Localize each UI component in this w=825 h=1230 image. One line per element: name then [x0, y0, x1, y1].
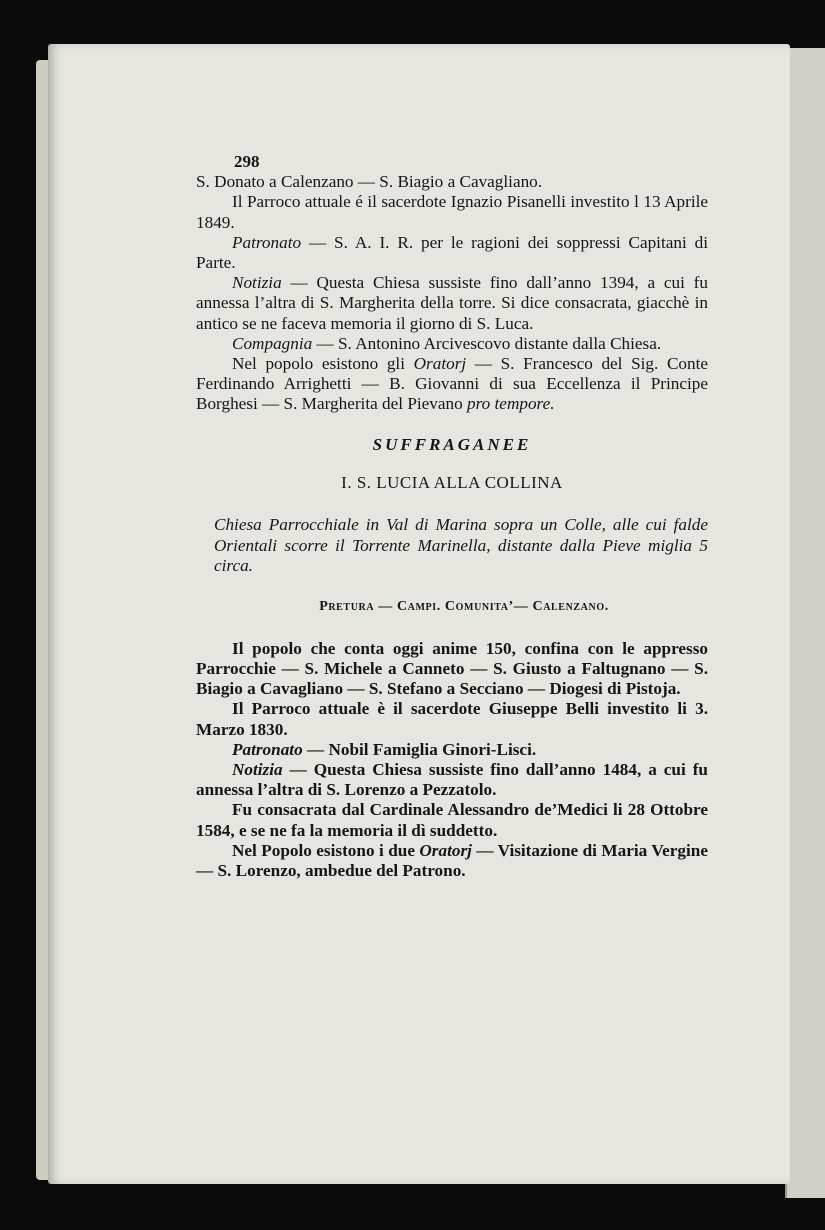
notizia-paragraph [196, 273, 708, 334]
oratorj-paragraph [196, 354, 708, 415]
compagnia-paragraph [196, 334, 708, 354]
page-content [196, 152, 708, 881]
patronato-paragraph-2 [196, 740, 708, 760]
notizia-label: Notizia [232, 273, 282, 293]
compagnia-label: Compagnia [232, 333, 313, 353]
notizia-text: — Questa Chiesa sussiste fino dall’anno 1394, a cui fu annessa l’altra di S. Margherita della torre. Si dice consacrata, giacchè in antico se ne faceva memoria il giorno di S. Luca. [196, 273, 708, 333]
oratorj-pre-2: Nel Popolo esistono i due [232, 840, 420, 860]
oratorj-label-2: Oratorj [419, 840, 472, 860]
oratorj-pre: Nel popolo esistono gli [232, 354, 414, 374]
parroco-paragraph-2: Il Parroco attuale è il sacerdote Giuseppe Belli investito li 3. Marzo 1830. [196, 699, 708, 739]
notizia-paragraph-2 [196, 760, 708, 800]
oratorj-label: Oratorj [413, 354, 467, 374]
church-heading: I. S. LUCIA ALLA COLLINA [341, 472, 563, 492]
parish-list-line: S. Donato a Calenzano — S. Biagio a Cavagliano. [196, 172, 543, 192]
pro-tempore: pro tempore. [467, 394, 555, 414]
patronato-label-2: Patronato [232, 739, 303, 759]
oratorj-paragraph-2 [196, 841, 708, 881]
patronato-paragraph [196, 233, 708, 273]
oratorj-text: — S. Francesco del Sig. Conte Ferdinando Arrighetti — B. Giovanni di sua Eccellenza il Principe Borghesi — S. Margherita del Pievano [196, 354, 709, 414]
pretura-line: Pretura — Campi. Comunita’— Calenzano. [319, 598, 609, 614]
church-description: Chiesa Parrocchiale in Val di Marina sopra un Colle, alle cui falde Orientali scorre il Torrente Marinella, distante dalla Pieve miglia 5 circa. [214, 515, 708, 576]
compagnia-text: — S. Antonino Arcivescovo distante dalla Chiesa. [312, 333, 662, 353]
parroco-paragraph: Il Parroco attuale é il sacerdote Ignazio Pisanelli investito l 13 Aprile 1849. [196, 192, 708, 232]
patronato-text: — S. A. I. R. per le ragioni dei soppressi Capitani di Parte. [196, 232, 708, 273]
page-number: 298 [234, 152, 260, 171]
notizia-label-2: Notizia [232, 759, 283, 779]
facing-page-edge [785, 48, 825, 1198]
patronato-label: Patronato [232, 232, 302, 252]
notizia-text-2: — Questa Chiesa sussiste fino dall’anno 1484, a cui fu annessa l’altra di S. Lorenzo a Pezzatolo. [196, 759, 708, 800]
consacrata-paragraph: Fu consacrata dal Cardinale Alessandro de’Medici li 28 Ottobre 1584, e se ne fa la memoria il dì suddetto. [196, 800, 708, 840]
patronato-text-2: — Nobil Famiglia Ginori-Lisci. [302, 739, 537, 759]
section-heading: SUFFRAGANEE [372, 434, 532, 454]
oratorj-text-2: — Visitazione di Maria Vergine — S. Lorenzo, ambedue del Patrono. [196, 840, 708, 880]
popolo-paragraph: Il popolo che conta oggi anime 150, confina con le appresso Parrocchie — S. Michele a Canneto — S. Giusto a Faltugnano — S. Biagio a Cavagliano — S. Stefano a Secciano — Diogesi di Pistoja. [196, 638, 708, 699]
